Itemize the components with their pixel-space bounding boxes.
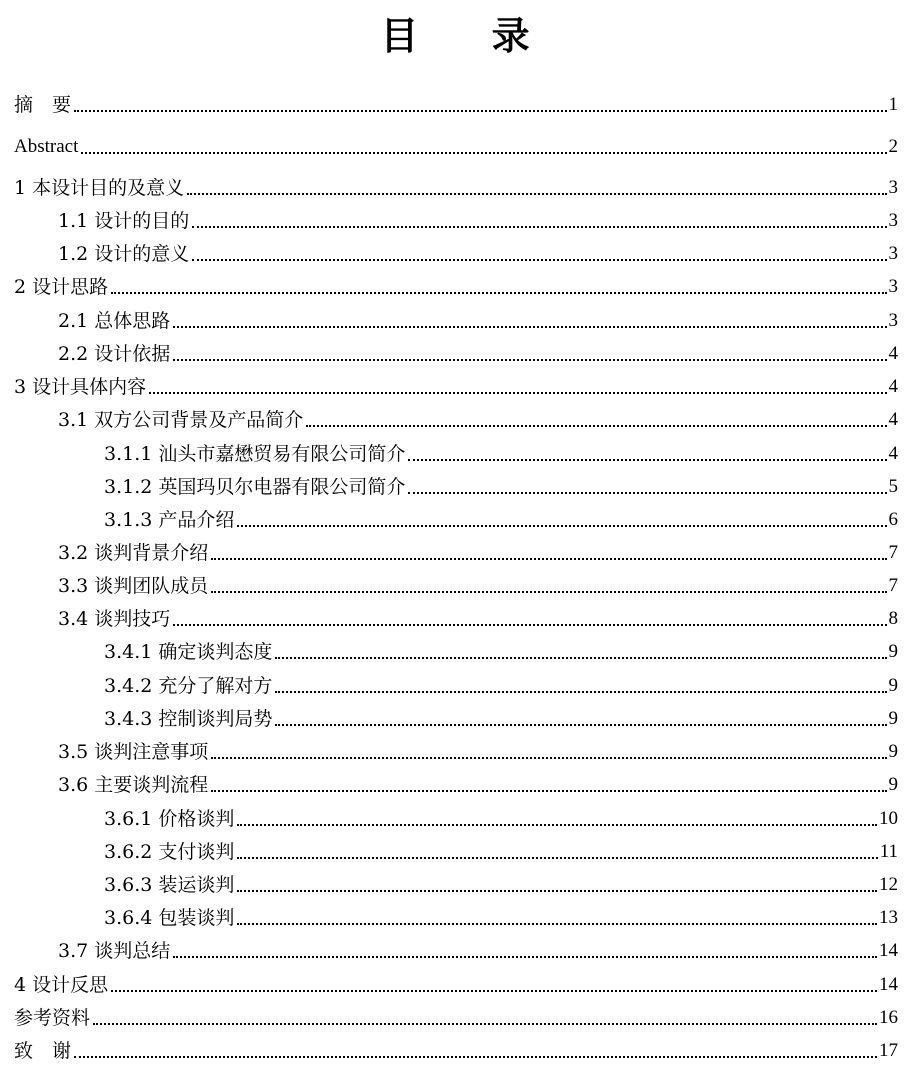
toc-entry-3-6-1[interactable] xyxy=(104,802,898,832)
toc-page-number: 9 xyxy=(888,708,898,729)
toc-entry-3-1-2[interactable] xyxy=(104,470,898,500)
toc-page-number: 9 xyxy=(888,741,898,762)
toc-page-number: 4 xyxy=(888,409,898,430)
toc-entry-label: 3.3 谈判团队成员 xyxy=(58,575,209,597)
toc-dot-leader xyxy=(211,591,886,593)
toc-entry-3-6-4[interactable] xyxy=(104,901,898,931)
toc-entry-label: 3.1.1 汕头市嘉懋贸易有限公司简介 xyxy=(104,443,406,465)
toc-entry-3-4-1[interactable] xyxy=(104,635,898,665)
toc-dot-leader xyxy=(93,1023,877,1025)
toc-entry-label: 1.1 设计的目的 xyxy=(58,210,190,232)
toc-entry-label: 3.1.2 英国玛贝尔电器有限公司简介 xyxy=(104,476,406,498)
toc-dot-leader xyxy=(187,193,886,195)
toc-entry-2-1[interactable] xyxy=(58,304,898,334)
toc-dot-leader xyxy=(237,857,877,859)
toc-entry-3-2[interactable] xyxy=(58,536,898,566)
toc-entry-label: 3.4.1 确定谈判态度 xyxy=(104,641,273,663)
toc-page-number: 8 xyxy=(888,608,898,629)
toc-dot-leader xyxy=(211,790,886,792)
toc-page-number: 13 xyxy=(879,907,898,928)
toc-entry-label: Abstract xyxy=(14,136,79,157)
toc-entry-3-1-1[interactable] xyxy=(104,437,898,467)
toc-entry-label: 3.4 谈判技巧 xyxy=(58,608,171,630)
toc-dot-leader xyxy=(211,558,886,560)
toc-dot-leader xyxy=(408,492,886,494)
toc-dot-leader xyxy=(173,326,886,328)
toc-page-number: 1 xyxy=(888,94,898,115)
toc-dot-leader xyxy=(408,459,886,461)
toc-page-number: 12 xyxy=(879,874,898,895)
toc-entry-2-2[interactable] xyxy=(58,337,898,367)
toc-entry-acknowledgements[interactable] xyxy=(14,1034,898,1064)
toc-entry-3-6[interactable] xyxy=(58,768,898,798)
toc-dot-leader xyxy=(275,691,886,693)
toc-entry-label: 参考资料 xyxy=(14,1007,91,1029)
toc-page-number: 3 xyxy=(888,243,898,264)
toc-entry-references[interactable] xyxy=(14,1001,898,1031)
toc-page-number: 11 xyxy=(879,841,898,862)
toc-page-number: 7 xyxy=(888,542,898,563)
toc-page-number: 17 xyxy=(879,1040,898,1061)
toc-entry-3-7[interactable] xyxy=(58,934,898,964)
toc-entry-3-6-3[interactable] xyxy=(104,868,898,898)
toc-dot-leader xyxy=(81,152,886,154)
toc-entry-label: 3.5 谈判注意事项 xyxy=(58,741,209,763)
toc-entry-3-4[interactable] xyxy=(58,602,898,632)
toc-entry-3-4-3[interactable] xyxy=(104,702,898,732)
toc-entry-label: 3.6.1 价格谈判 xyxy=(104,808,235,830)
page-title: 目 录 xyxy=(380,14,560,58)
toc-entry-3-4-2[interactable] xyxy=(104,669,898,699)
toc-entry-label: 2 设计思路 xyxy=(14,276,109,298)
toc-entry-label: 3.6 主要谈判流程 xyxy=(58,774,209,796)
toc-dot-leader xyxy=(173,624,886,626)
toc-dot-leader xyxy=(211,757,886,759)
toc-entry-abstract-en[interactable] xyxy=(14,130,898,160)
toc-page-number: 3 xyxy=(888,210,898,231)
toc-page-number: 4 xyxy=(888,376,898,397)
toc-entry-label: 4 设计反思 xyxy=(14,974,109,996)
toc-dot-leader xyxy=(237,923,877,925)
toc-entry-2[interactable] xyxy=(14,270,898,300)
toc-entry-label: 致 谢 xyxy=(14,1040,72,1062)
toc-page-number: 4 xyxy=(888,343,898,364)
toc-entry-label: 3.6.4 包装谈判 xyxy=(104,907,235,929)
toc-entry-3-6-2[interactable] xyxy=(104,835,898,865)
toc-entry-label: 3.4.3 控制谈判局势 xyxy=(104,708,273,730)
toc-page-number: 2 xyxy=(888,136,898,157)
toc-dot-leader xyxy=(192,259,886,261)
toc-dot-leader xyxy=(111,292,886,294)
toc-page-number: 9 xyxy=(888,774,898,795)
toc-page-number: 4 xyxy=(888,443,898,464)
toc-page-number: 3 xyxy=(888,310,898,331)
toc-entry-label: 3.7 谈判总结 xyxy=(58,940,171,962)
toc-page-number: 7 xyxy=(888,575,898,596)
toc-entry-label: 3.6.3 装运谈判 xyxy=(104,874,235,896)
toc-dot-leader xyxy=(306,425,886,427)
toc-entry-3-1-3[interactable] xyxy=(104,503,898,533)
toc-dot-leader xyxy=(275,657,886,659)
toc-dot-leader xyxy=(173,359,886,361)
toc-entry-3-3[interactable] xyxy=(58,569,898,599)
toc-entry-abstract-cn[interactable] xyxy=(14,88,898,118)
toc-page-number: 3 xyxy=(888,276,898,297)
toc-page-number: 14 xyxy=(879,974,898,995)
toc-entry-1[interactable] xyxy=(14,171,898,201)
toc-dot-leader xyxy=(237,890,877,892)
toc-page-number: 10 xyxy=(879,808,898,829)
toc-entry-label: 3.6.2 支付谈判 xyxy=(104,841,235,863)
toc-dot-leader xyxy=(237,824,877,826)
toc-entry-label: 2.1 总体思路 xyxy=(58,310,171,332)
toc-entry-label: 3 设计具体内容 xyxy=(14,376,147,398)
toc-dot-leader xyxy=(149,392,886,394)
toc-dot-leader xyxy=(74,110,886,112)
toc-entry-label: 1.2 设计的意义 xyxy=(58,243,190,265)
toc-dot-leader xyxy=(74,1056,877,1058)
toc-dot-leader xyxy=(173,956,877,958)
toc-entry-1-2[interactable] xyxy=(58,237,898,267)
toc-page-number: 9 xyxy=(888,675,898,696)
toc-page-number: 5 xyxy=(888,476,898,497)
toc-page-number: 9 xyxy=(888,641,898,662)
toc-entry-label: 3.4.2 充分了解对方 xyxy=(104,675,273,697)
toc-entry-1-1[interactable] xyxy=(58,204,898,234)
toc-entry-label: 1 本设计目的及意义 xyxy=(14,177,185,199)
toc-entry-label: 2.2 设计依据 xyxy=(58,343,171,365)
toc-page-number: 3 xyxy=(888,177,898,198)
toc-page-number: 6 xyxy=(888,509,898,530)
toc-page-number: 16 xyxy=(879,1007,898,1028)
toc-dot-leader xyxy=(111,990,877,992)
toc-entry-label: 摘 要 xyxy=(14,94,72,116)
toc-dot-leader xyxy=(237,525,886,527)
toc-entry-3-1[interactable] xyxy=(58,403,898,433)
toc-entry-label: 3.1 双方公司背景及产品简介 xyxy=(58,409,304,431)
toc-entry-4[interactable] xyxy=(14,968,898,998)
toc-entry-label: 3.1.3 产品介绍 xyxy=(104,509,235,531)
toc-dot-leader xyxy=(275,724,886,726)
toc-dot-leader xyxy=(192,226,886,228)
toc-page-number: 14 xyxy=(879,940,898,961)
toc-entry-3[interactable] xyxy=(14,370,898,400)
toc-entry-label: 3.2 谈判背景介绍 xyxy=(58,542,209,564)
toc-entry-3-5[interactable] xyxy=(58,735,898,765)
